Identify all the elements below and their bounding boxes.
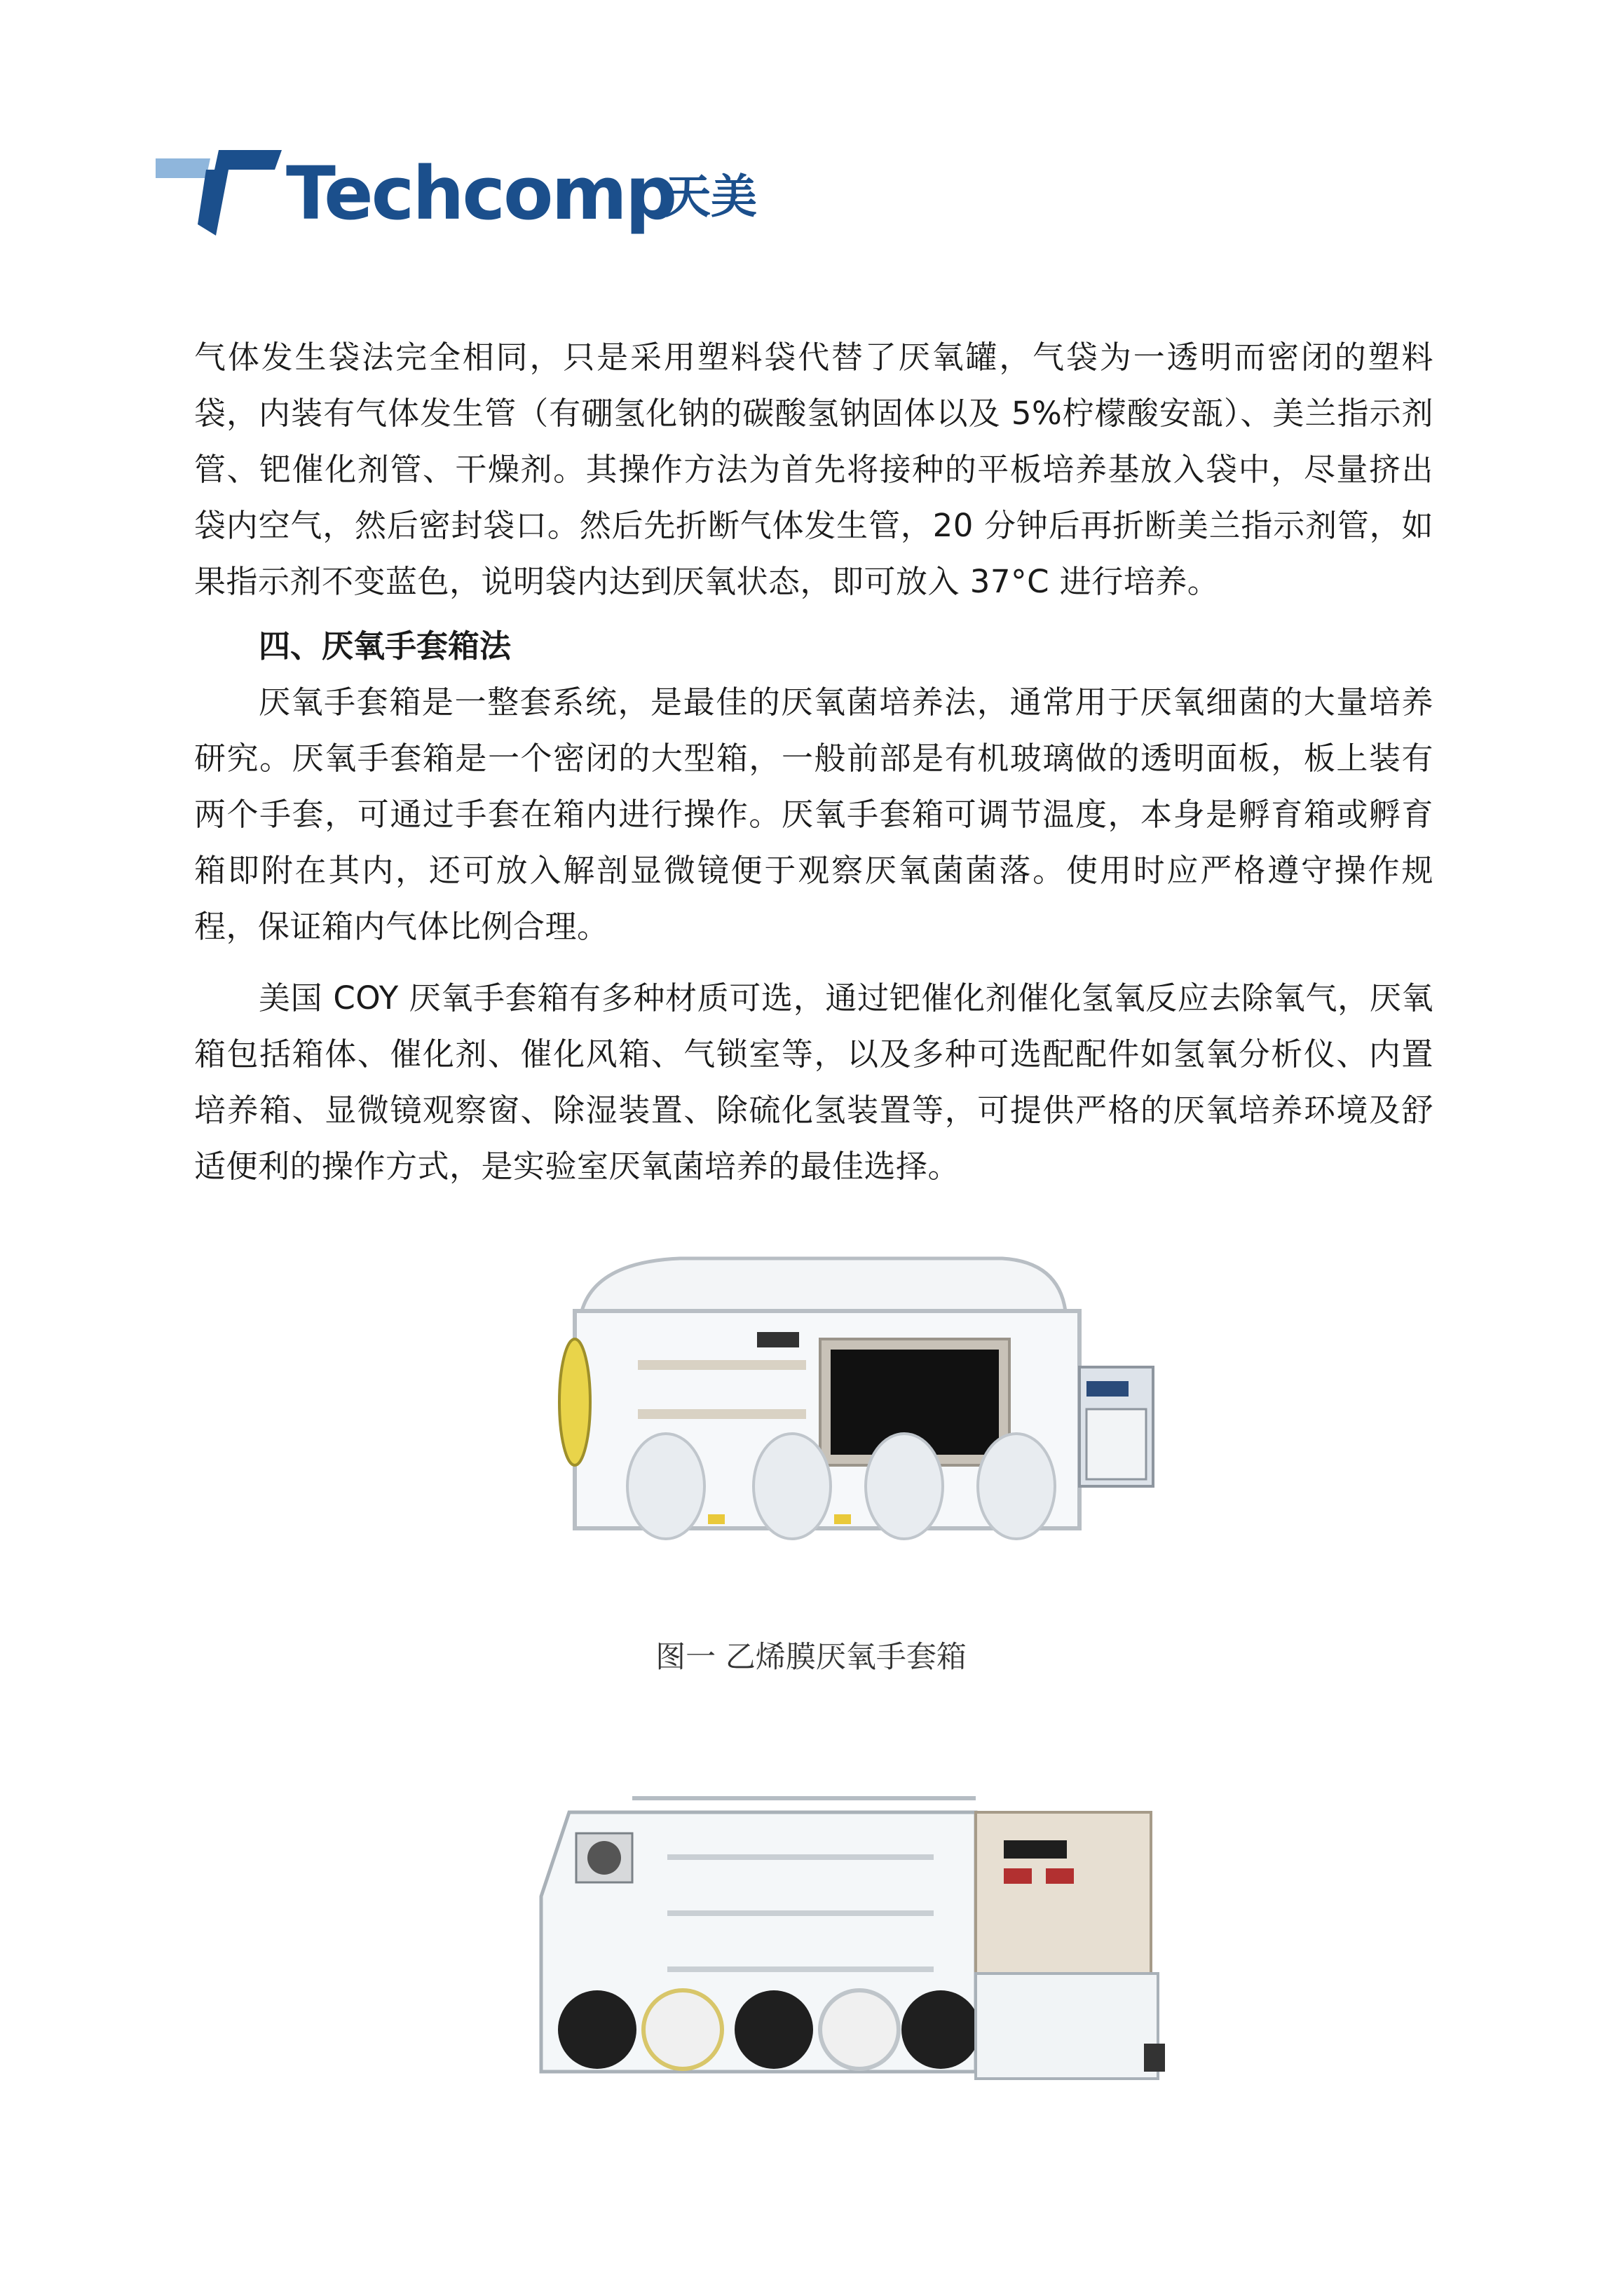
section-heading: 四、厌氧手套箱法 [259, 627, 512, 665]
figure-rigid-glove-box [527, 1770, 1172, 2093]
figure-vinyl-glove-box [554, 1255, 1157, 1584]
brand-name: Techcomp [286, 151, 676, 236]
paragraph-glove-box-intro: 厌氧手套箱是一整套系统，是最佳的厌氧菌培养法，通常用于厌氧细菌的大量培养研究。厌氧手套箱是一个密闭的大型箱，一般前部是有机玻璃做的透明面板，板上装有两个手套，可通过手套在箱内进行操作。厌氧手套箱可调节温度，本身是孵育箱或孵育箱即附在其内，还可放入解剖显微镜便于观察厌氧菌菌落。使用时应严格遵守操作规程，保证箱内气体比例合理。 [194, 684, 1433, 945]
paragraph-gas-bag-method: 气体发生袋法完全相同，只是采用塑料袋代替了厌氧罐，气袋为一透明而密闭的塑料袋，内装有气体发生管（有硼氢化钠的碳酸氢钠固体以及 5%柠檬酸安瓿）、美兰指示剂管、钯催化剂管、干燥剂。其操作方法为首先将接种的平板培养基放入袋中，尽量挤出袋内空气，然后密封袋口。然后先折断气体发生管，20 分钟后再折断美兰指示剂管，如果指示剂不变蓝色，说明袋内达到厌氧状态，即可放入 37°C 进行培养。 [194, 339, 1433, 600]
document-body [194, 330, 1433, 1195]
brand-name-cn: 天美 [665, 170, 757, 224]
paragraph-coy-glove-box: 美国 COY 厌氧手套箱有多种材质可选，通过钯催化剂催化氢氧反应去除氧气，厌氧箱包括箱体、催化剂、催化风箱、气锁室等，以及多种可选配配件如氢氧分析仪、内置培养箱、显微镜观察窗、除湿装置、除硫化氢装置等，可提供严格的厌氧培养环境及舒适便利的操作方式，是实验室厌氧菌培养的最佳选择。 [194, 979, 1433, 1185]
company-logo [156, 150, 786, 241]
figure-caption: 图一 乙烯膜厌氧手套箱 [655, 1640, 967, 1675]
techcomp-logo-icon [156, 150, 282, 236]
